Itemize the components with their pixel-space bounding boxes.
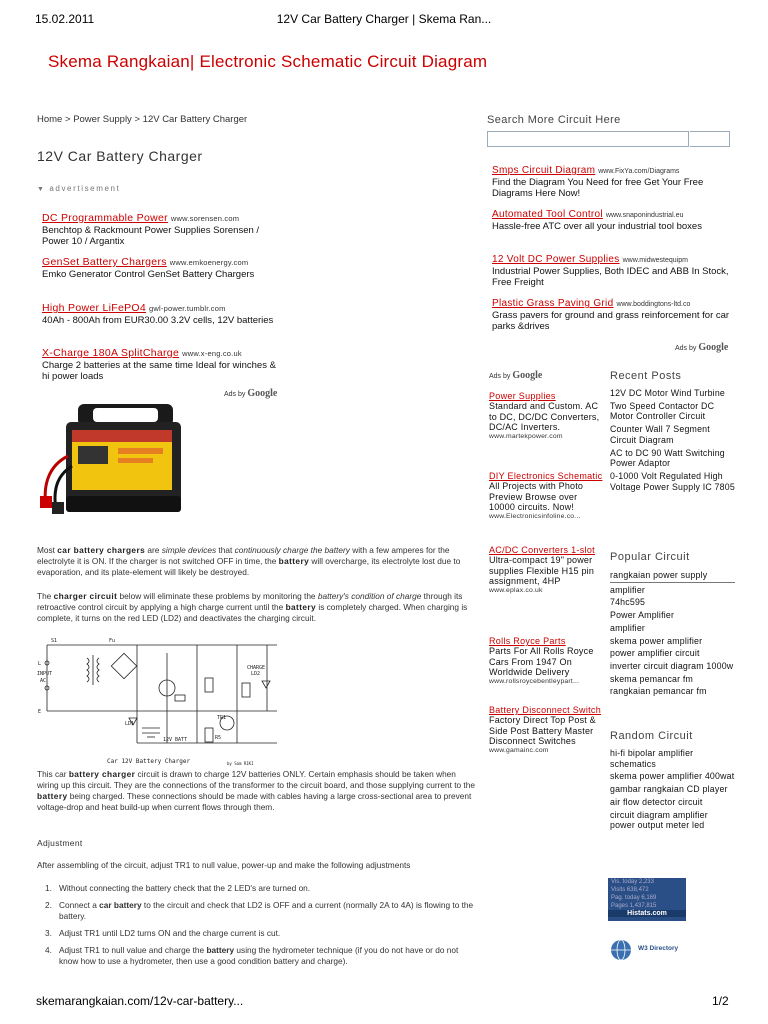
text-run: Most <box>37 545 58 555</box>
ad-unit[interactable] <box>492 298 734 333</box>
list-item[interactable]: rangkaian power supply <box>610 570 735 583</box>
ad-url[interactable]: www.x-eng.co.uk <box>182 349 242 358</box>
ad-url[interactable]: www.emkoenergy.com <box>169 258 249 267</box>
text-run: is completely charged. When charging is complete, it turns on the red LED (LD2) and deactivates the charging circuit. <box>37 601 468 623</box>
ad-title[interactable]: 12 Volt DC Power Supplies <box>492 254 620 265</box>
ad-unit[interactable] <box>489 705 604 755</box>
ads-by-brand: Google <box>512 370 543 381</box>
ad-unit[interactable] <box>492 209 734 232</box>
list-item[interactable]: gambar rangkaian CD player <box>610 784 728 795</box>
ad-title[interactable]: Rolls Royce Parts <box>489 636 566 646</box>
text-run: Adjust TR1 to null value and charge the <box>59 944 207 955</box>
ads-by-google[interactable] <box>489 370 542 381</box>
print-date: 15.02.2011 <box>35 12 95 26</box>
emphasis: continuously charge the battery <box>234 545 350 555</box>
ad-url[interactable]: www.FixYa.com/Diagrams <box>598 168 680 175</box>
list-item[interactable]: Power Amplifier <box>610 610 675 621</box>
paragraph-circuit <box>37 591 477 624</box>
ad-url[interactable]: www.midwestequipm <box>622 257 688 264</box>
list-item[interactable]: inverter circuit diagram 1000w <box>610 661 734 672</box>
breadcrumb-home[interactable]: Home <box>37 114 63 125</box>
adjustment-steps <box>37 883 477 973</box>
label-s1: S1 <box>51 638 58 644</box>
ad-unit[interactable] <box>489 471 604 521</box>
recent-posts-heading: Recent Posts <box>610 370 682 382</box>
ad-title[interactable]: DC Programmable Power <box>42 212 168 224</box>
breadcrumb-separator: > <box>64 114 71 125</box>
list-item <box>37 928 477 939</box>
ads-by-brand: Google <box>698 342 729 353</box>
ads-by-prefix: Ads by <box>224 391 246 398</box>
keyword[interactable]: battery <box>285 601 317 612</box>
ad-url[interactable]: www.boddingtons-ltd.co <box>616 301 691 308</box>
paragraph-intro <box>37 545 477 578</box>
ad-title[interactable]: AC/DC Converters 1-slot <box>489 545 595 555</box>
label-r5: R5 <box>215 735 222 741</box>
ad-text: Standard and Custom. AC to DC, DC/DC Converters, DC/AC Inverters. <box>489 401 600 433</box>
ad-url[interactable]: www.sorensen.com <box>170 214 240 223</box>
ad-text: Emko Generator Control GenSet Battery Chargers <box>42 268 255 280</box>
ad-title[interactable]: Power Supplies <box>489 391 556 401</box>
emphasis: battery's condition of charge <box>317 591 422 601</box>
label-batt: 12V BATT <box>163 737 188 743</box>
breadcrumb <box>37 114 247 125</box>
ad-url[interactable]: www.Electronicsinfoline.co... <box>489 512 581 520</box>
label-input: INPUT <box>37 671 53 677</box>
text-run: The <box>37 591 54 601</box>
print-footer-url: skemarangkaian.com/12v-car-battery... <box>36 994 244 1008</box>
breadcrumb-separator: > <box>134 114 141 125</box>
print-page-number: 1/2 <box>712 994 729 1008</box>
text-run: This car <box>37 769 69 779</box>
random-circuit-heading: Random Circuit <box>610 730 693 742</box>
text-run: circuit is drawn to charge 12V batteries ONLY. Certain emphasis should be taken when wiring up this circuit. They are the connections of the transformer to the circuit board, and those supplying current to the <box>37 769 475 790</box>
ad-unit[interactable] <box>42 256 282 280</box>
ad-url[interactable]: www.snaponindustrial.eu <box>605 212 684 219</box>
list-item <box>37 945 477 967</box>
ad-title[interactable]: Automated Tool Control <box>492 209 603 220</box>
ad-unit[interactable] <box>42 212 282 247</box>
ad-text: Hassle-free ATC over all your industrial tool boxes <box>492 221 702 232</box>
ads-by-brand: Google <box>247 388 278 399</box>
popular-circuit-heading: Popular Circuit <box>610 551 690 563</box>
w3-directory-badge[interactable] <box>610 937 705 967</box>
emphasis: simple devices <box>161 545 217 555</box>
post-title: 12V Car Battery Charger <box>37 148 203 164</box>
histats-brand: Histats.com <box>608 910 686 917</box>
list-item[interactable]: 74hc595 <box>610 597 646 608</box>
triangle-down-icon: ▼ <box>37 186 46 193</box>
list-item[interactable]: skema power amplifier 400wat <box>610 771 735 782</box>
ad-title[interactable]: Plastic Grass Paving Grid <box>492 298 614 309</box>
counter-row: Visits 638,472 <box>611 887 649 893</box>
ad-unit[interactable] <box>489 391 604 441</box>
counter-row: Pag. today 6,169 <box>611 895 657 901</box>
keyword[interactable]: car battery <box>99 899 142 910</box>
ad-text: Parts For All Rolls Royce Cars From 1947 On Worldwide Delivery <box>489 646 594 678</box>
text-run: that <box>216 545 235 555</box>
ad-url[interactable]: www.martekpower.com <box>489 432 563 440</box>
ad-url[interactable]: www.eplax.co.uk <box>489 586 543 594</box>
label-ld2: LD2 <box>251 671 261 677</box>
ad-unit[interactable] <box>489 636 604 686</box>
label-e: E <box>38 709 42 715</box>
text-run: Without connecting the battery check that the 2 LED's are turned on. <box>59 883 311 893</box>
ad-title[interactable]: DIY Electronics Schematic <box>489 471 603 481</box>
ad-unit[interactable] <box>42 302 282 326</box>
text-run: using the hydrometer technique (if you do not have or do not know how to use a hydrometer, then use a good condition battery and charge). <box>59 944 459 966</box>
random-circuit-list <box>610 748 735 833</box>
text-run: will overcharge, its electrolyte lost due to evaporation, and its plate-element will likely be destroyed. <box>37 555 461 577</box>
ad-unit[interactable] <box>489 545 604 595</box>
step-number: 4. <box>45 944 52 955</box>
search-button[interactable] <box>690 131 730 147</box>
list-item[interactable]: skema power amplifier <box>610 635 703 646</box>
list-item[interactable]: hi-fi bipolar amplifier schematics <box>610 748 694 769</box>
ad-text: Benchtop & Rackmount Power Supplies Sorensen / Power 10 / Argantix <box>42 224 260 247</box>
counter-row: Vis. today 2,233 <box>611 879 654 885</box>
list-item[interactable]: 0-1000 Volt Regulated High Voltage Power Supply IC 7805 <box>610 471 735 492</box>
label-ac: AC <box>40 678 47 684</box>
text-run: through its retroactive control circuit by applying a high charge current until the <box>37 591 463 612</box>
step-number: 2. <box>45 899 52 910</box>
ad-text: Industrial Power Supplies, Both IDEC and ABB In Stock, Free Freight <box>492 266 729 289</box>
list-item <box>37 900 477 922</box>
keyword[interactable]: car battery chargers <box>57 545 146 555</box>
print-header <box>35 12 733 34</box>
text-run: to the circuit and check that LD2 is OFF and a current (normally 2A to 4A) is flowing to the battery. <box>59 899 474 921</box>
ad-text: Find the Diagram You Need for free Get Your Free Diagrams Here Now! <box>492 177 704 200</box>
popular-circuit-list <box>610 570 735 699</box>
keyword[interactable]: battery <box>37 790 68 801</box>
list-item[interactable]: Two Speed Contactor DC Motor Controller Circuit <box>610 400 715 422</box>
adjustment-heading: Adjustment <box>37 838 83 848</box>
label-charge: CHARGE <box>247 665 266 671</box>
keyword[interactable]: battery <box>278 555 310 566</box>
keyword[interactable]: charger circuit <box>53 591 118 601</box>
schematic-caption: Car 12V Battery Charger <box>107 758 191 765</box>
search-label: Search More Circuit Here <box>487 114 621 126</box>
ads-by-prefix: Ads by <box>489 373 511 380</box>
ad-text: Factory Direct Top Post & Side Post Battery Master Disconnect Switches <box>489 715 596 747</box>
schematic-credit: by Sam RIKI <box>227 761 254 766</box>
ad-unit[interactable] <box>42 347 282 382</box>
advertisement-text: advertisement <box>49 184 121 193</box>
ad-url[interactable]: www.gamainc.com <box>489 746 549 754</box>
ad-unit[interactable] <box>492 254 734 289</box>
list-item <box>37 883 477 894</box>
label-fuse: Fu <box>109 638 116 644</box>
advertisement-label <box>37 184 120 193</box>
globe-icon <box>610 939 632 961</box>
w3-label: W3 Directory <box>638 945 679 952</box>
ad-title[interactable]: High Power LiFePO4 <box>42 302 147 314</box>
ad-url[interactable]: gwl-power.tumblr.com <box>149 304 226 313</box>
list-item[interactable]: power amplifier circuit <box>610 648 700 659</box>
counter-row: Pages 1,437,815 <box>611 903 657 909</box>
list-item[interactable]: rangkaian pemancar fm <box>610 686 707 697</box>
ads-by-google[interactable] <box>224 388 277 399</box>
ad-text: Charge 2 batteries at the same time Ideal for winches & hi power loads <box>42 359 276 382</box>
search-input[interactable] <box>487 131 689 147</box>
step-number: 3. <box>45 927 52 938</box>
keyword[interactable]: battery <box>206 944 235 955</box>
text-run: Adjust TR1 until LD2 turns ON and the charge current is cut. <box>59 927 281 938</box>
label-l: L <box>38 661 42 667</box>
list-item[interactable]: amplifier <box>610 622 646 633</box>
histats-counter[interactable] <box>608 878 686 921</box>
print-page-title: 12V Car Battery Charger | Skema Ran... <box>276 12 492 26</box>
list-item[interactable]: circuit diagram amplifier power output meter led <box>610 809 708 831</box>
paragraph-wiring <box>37 769 477 813</box>
label-ld1: LD1 <box>125 721 135 727</box>
step-number: 1. <box>45 883 52 893</box>
keyword[interactable]: battery charger <box>68 769 136 779</box>
text-run: below will eliminate these problems by monitoring the <box>117 591 318 601</box>
list-item[interactable]: Counter Wall 7 Segment Circuit Diagram <box>610 424 710 445</box>
ad-text: Grass pavers for ground and grass reinforcement for car parks &drives <box>492 310 730 333</box>
breadcrumb-current: 12V Car Battery Charger <box>142 114 248 125</box>
ad-text: Ultra-compact 19" power supplies Flexible H15 pin assignment, 4HP <box>489 555 595 587</box>
ads-by-google[interactable] <box>675 342 728 353</box>
list-item[interactable]: amplifier <box>610 584 646 595</box>
list-item[interactable]: AC to DC 90 Watt Switching Power Adaptor <box>610 447 725 469</box>
ad-title[interactable]: GenSet Battery Chargers <box>42 256 167 268</box>
text-run: being charged. These connections should be made with cables having a large cross-sectional area to prevent voltage-drop and heat build-up when current flows through them. <box>37 790 472 812</box>
text-run: are <box>145 545 162 555</box>
breadcrumb-category[interactable]: Power Supply <box>73 114 132 125</box>
recent-posts-list <box>610 388 735 494</box>
ad-text: 40Ah - 800Ah from EUR30.00 3.2V cells, 12V batteries <box>42 314 274 326</box>
ad-title[interactable]: Smps Circuit Diagram <box>492 165 596 176</box>
text-run: with a few amperes for the electrolyte it is ON. If the charger is not switched OFF in time, the <box>37 545 450 566</box>
ad-title[interactable]: X-Charge 180A SplitCharge <box>42 347 180 359</box>
site-title[interactable]: Skema Rangkaian| Electronic Schematic Circuit Diagram <box>48 52 488 71</box>
label-tr1: TR1 <box>217 715 227 721</box>
ad-unit[interactable] <box>492 165 734 200</box>
circuit-schematic <box>37 633 287 768</box>
ad-text: All Projects with Photo Preview Browse over 10000 circuits. Now! <box>489 481 584 513</box>
list-item[interactable]: air flow detector circuit <box>610 796 703 807</box>
ads-by-prefix: Ads by <box>675 345 697 352</box>
list-item[interactable]: 12V DC Motor Wind Turbine <box>610 388 726 398</box>
paragraph-adjust-intro: After assembling of the circuit, adjust TR1 to null value, power-up and make the following adjustments <box>37 860 411 870</box>
ad-url[interactable]: www.rollsroycebentleypart... <box>489 677 580 685</box>
text-run: Connect a <box>59 899 100 910</box>
battery-charger-image <box>38 396 188 524</box>
list-item[interactable]: skema pemancar fm <box>610 673 694 684</box>
ad-title[interactable]: Battery Disconnect Switch <box>489 705 602 715</box>
